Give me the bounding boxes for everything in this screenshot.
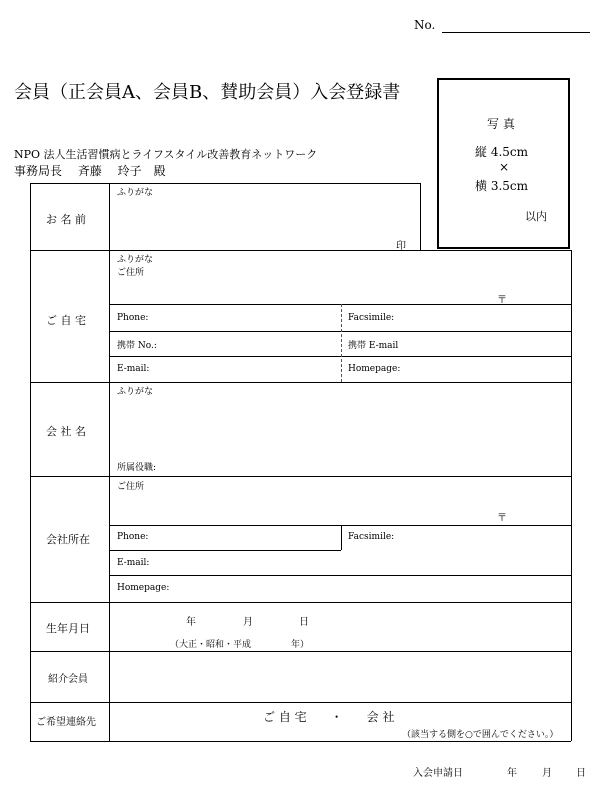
company-postal-mark: 〒 bbox=[497, 513, 507, 524]
company-address-caption: ご住所 bbox=[117, 482, 145, 492]
application-month: 月 bbox=[542, 768, 552, 779]
home-label: ご 自 宅 bbox=[46, 314, 86, 327]
home-fax-label[interactable]: Facsimile: bbox=[348, 313, 395, 323]
birth-era-year: 年） bbox=[291, 640, 310, 650]
application-date-label: 入会申請日 bbox=[413, 768, 463, 779]
birth-era: （大正・昭和・平成 bbox=[170, 640, 252, 650]
contact-label: ご希望連絡先 bbox=[36, 717, 96, 728]
company-label: 会 社 名 bbox=[46, 425, 86, 438]
company-position-label: 所属役職: bbox=[117, 463, 157, 473]
photo-height: 縦 4.5cm bbox=[475, 145, 528, 159]
home-postal-mark: 〒 bbox=[497, 295, 507, 306]
company-email-label[interactable]: E-mail: bbox=[117, 558, 150, 568]
name-label: お 名 前 bbox=[46, 213, 86, 226]
home-homepage-label[interactable]: Homepage: bbox=[348, 364, 401, 374]
referrer-field[interactable] bbox=[110, 652, 570, 701]
number-label: No. bbox=[414, 18, 436, 32]
company-furigana: ふりがな bbox=[117, 387, 154, 397]
photo-suffix: 以内 bbox=[525, 210, 547, 223]
home-furigana: ふりがな bbox=[117, 255, 154, 265]
company-field[interactable] bbox=[110, 383, 570, 475]
company-fax-label[interactable]: Facsimile: bbox=[348, 532, 395, 542]
birth-year: 年 bbox=[186, 617, 196, 628]
name-furigana: ふりがな bbox=[117, 188, 154, 198]
referrer-label: 紹介会員 bbox=[48, 674, 88, 685]
page-title: 会員（正会員A、会員B、賛助会員）入会登録書 bbox=[14, 82, 401, 103]
company-address-label: 会社所在 bbox=[46, 533, 90, 546]
home-phone-label[interactable]: Phone: bbox=[117, 313, 149, 323]
application-year: 年 bbox=[507, 768, 517, 779]
application-day: 日 bbox=[576, 768, 586, 779]
addressee: 事務局長 斉藤 玲子 殿 bbox=[14, 164, 166, 178]
home-mobile-label[interactable]: 携帯 No.: bbox=[117, 341, 157, 351]
photo-width: 横 3.5cm bbox=[475, 179, 528, 193]
contact-options[interactable]: ご 自 宅 ・ 会 社 bbox=[263, 710, 395, 724]
company-phone-label[interactable]: Phone: bbox=[117, 532, 149, 542]
photo-times: × bbox=[499, 160, 510, 174]
birth-month: 月 bbox=[243, 617, 253, 628]
number-field[interactable] bbox=[442, 32, 590, 33]
organization-name: NPO 法人生活習慣病とライフスタイル改善教育ネットワーク bbox=[14, 148, 318, 161]
photo-box[interactable] bbox=[437, 78, 570, 249]
photo-label: 写 真 bbox=[487, 117, 515, 131]
company-homepage-label[interactable]: Homepage: bbox=[117, 583, 170, 593]
seal-mark: 印 bbox=[396, 241, 406, 252]
birthdate-label: 生年月日 bbox=[46, 622, 90, 635]
name-field[interactable] bbox=[110, 184, 419, 249]
contact-note: （該当する側を○で囲んでください。） bbox=[402, 730, 559, 740]
home-email-label[interactable]: E-mail: bbox=[117, 364, 150, 374]
home-address-label: ご住所 bbox=[117, 268, 145, 278]
birth-day: 日 bbox=[299, 617, 309, 628]
home-mobile-email-label[interactable]: 携帯 E-mail bbox=[348, 341, 399, 351]
